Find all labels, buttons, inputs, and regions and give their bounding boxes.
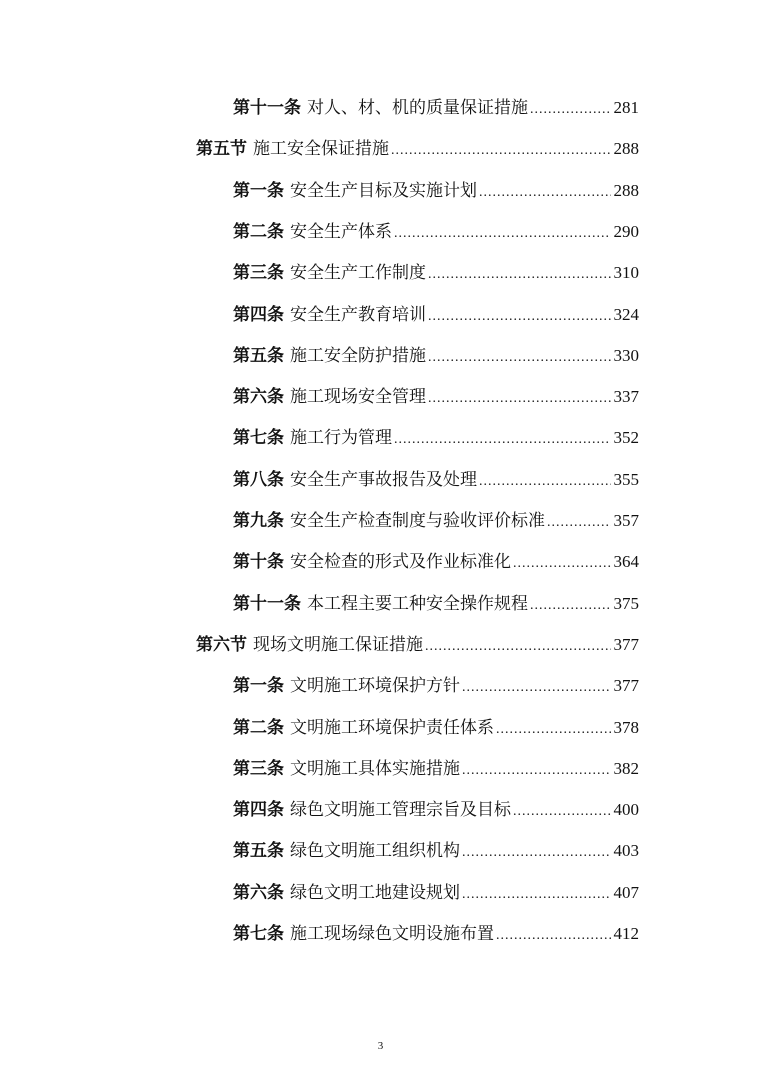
- toc-entry-title: 安全检查的形式及作业标准化: [290, 552, 511, 573]
- toc-entry-page: 357: [613, 511, 639, 530]
- toc-entry[interactable]: [233, 301, 639, 329]
- toc-entry[interactable]: [233, 590, 639, 618]
- toc-leader-dots: [462, 839, 611, 867]
- toc-entry-title: 安全生产体系: [290, 221, 392, 242]
- toc-leader-dots: [394, 220, 611, 248]
- toc-entry-page: 364: [613, 552, 639, 572]
- toc-entry-title: 绿色文明工地建设规划: [290, 882, 460, 903]
- toc-entry-page: 403: [613, 841, 639, 861]
- toc-entry-number: 第七条: [233, 924, 284, 944]
- toc-entry-title: 施工现场安全管理: [290, 387, 426, 408]
- toc-entry[interactable]: [233, 218, 639, 246]
- toc-leader-dots: [496, 922, 611, 950]
- toc-entry[interactable]: [233, 879, 639, 907]
- toc-leader-dots: [530, 592, 611, 620]
- toc-entry[interactable]: [233, 920, 639, 948]
- toc-entry-page: 382: [613, 758, 639, 778]
- toc-entry-title: 安全生产事故报告及处理: [290, 469, 477, 490]
- toc-entry-number: 第六条: [233, 882, 284, 903]
- toc-entry-title: 绿色文明施工管理宗旨及目标: [290, 800, 511, 821]
- toc-entry[interactable]: [233, 548, 639, 576]
- toc-entry-number: 第二条: [233, 221, 284, 242]
- toc-entry-page: 288: [613, 180, 639, 200]
- toc-entry-number: 第五条: [233, 345, 284, 366]
- toc-entry[interactable]: [233, 383, 639, 411]
- toc-entry[interactable]: [233, 177, 639, 205]
- toc-entry-page: 288: [613, 139, 639, 159]
- toc-entry-title: 绿色文明施工组织机构: [290, 841, 460, 862]
- toc-entry[interactable]: [233, 259, 639, 287]
- toc-entry-page: 375: [613, 593, 639, 613]
- toc-entry-number: 第四条: [233, 304, 284, 325]
- toc-entry-number: 第一条: [233, 676, 284, 697]
- toc-entry-title: 施工安全防护措施: [290, 345, 426, 366]
- page-number: 3: [377, 1040, 384, 1052]
- toc-entry-number: 第六节: [196, 634, 247, 655]
- toc-leader-dots: [428, 261, 611, 289]
- toc-entry-number: 第七条: [233, 428, 284, 449]
- toc-entry-page: 352: [613, 428, 639, 448]
- toc-entry-number: 第九条: [233, 511, 284, 531]
- toc-entry-number: 第三条: [233, 758, 284, 779]
- toc-entry-page: 324: [613, 304, 639, 324]
- toc-entry-page: 337: [613, 387, 639, 407]
- toc-entry-page: 412: [613, 924, 639, 943]
- toc-entry-title: 本工程主要工种安全操作规程: [307, 593, 528, 614]
- toc-leader-dots: [425, 633, 611, 661]
- toc-entry[interactable]: [233, 796, 639, 824]
- toc-entry-page: 281: [613, 98, 639, 117]
- toc-entry-page: 310: [613, 263, 639, 283]
- toc-entry-number: 第四条: [233, 800, 284, 821]
- toc-entry-page: 355: [613, 469, 639, 489]
- toc-entry-number: 第十条: [233, 552, 284, 573]
- toc-entry[interactable]: [233, 672, 639, 700]
- toc-leader-dots: [462, 674, 611, 702]
- toc-leader-dots: [513, 550, 611, 578]
- toc-entry-number: 第十一条: [233, 98, 301, 118]
- toc-entry[interactable]: [196, 135, 639, 163]
- toc-entry-title: 现场文明施工保证措施: [253, 634, 423, 655]
- toc-entry[interactable]: [233, 755, 639, 783]
- toc-leader-dots: [394, 426, 611, 454]
- toc-entry[interactable]: [233, 714, 639, 742]
- toc-entry[interactable]: [196, 631, 639, 659]
- toc-entry-title: 安全生产目标及实施计划: [290, 180, 477, 201]
- toc-leader-dots: [479, 179, 611, 207]
- toc-entry[interactable]: [233, 507, 639, 535]
- toc-entry-number: 第一条: [233, 180, 284, 201]
- toc-entry-number: 第六条: [233, 387, 284, 408]
- toc-entry-page: 330: [613, 345, 639, 365]
- toc-entry-title: 安全生产教育培训: [290, 304, 426, 325]
- toc-entry-number: 第八条: [233, 469, 284, 490]
- toc-entry-page: 378: [613, 717, 639, 737]
- toc-leader-dots: [428, 303, 611, 331]
- toc-entry-title: 对人、材、机的质量保证措施: [307, 98, 528, 118]
- toc-entry[interactable]: [233, 94, 639, 122]
- toc-leader-dots: [462, 757, 611, 785]
- toc-entry-page: 377: [613, 676, 639, 696]
- toc-entry[interactable]: [233, 424, 639, 452]
- toc-leader-dots: [513, 798, 611, 826]
- toc-entry[interactable]: [233, 466, 639, 494]
- toc-entry-title: 施工现场绿色文明设施布置: [290, 924, 494, 944]
- toc-entry-title: 施工行为管理: [290, 428, 392, 449]
- toc-entry-page: 400: [613, 800, 639, 820]
- toc-leader-dots: [530, 96, 611, 124]
- toc-entry-number: 第五条: [233, 841, 284, 862]
- toc-entry-title: 文明施工具体实施措施: [290, 758, 460, 779]
- toc-leader-dots: [547, 509, 611, 537]
- toc-entry[interactable]: [233, 837, 639, 865]
- toc-entry-page: 290: [613, 221, 639, 241]
- toc-entry-number: 第三条: [233, 263, 284, 284]
- toc-entry-title: 安全生产工作制度: [290, 263, 426, 284]
- toc-entry-number: 第五节: [196, 139, 247, 160]
- toc-entry-title: 安全生产检查制度与验收评价标准: [290, 511, 545, 531]
- toc-leader-dots: [428, 385, 611, 413]
- toc-leader-dots: [496, 716, 611, 744]
- toc-entry-number: 第二条: [233, 717, 284, 738]
- toc-leader-dots: [462, 881, 611, 909]
- toc-entry-number: 第十一条: [233, 593, 301, 614]
- toc-entry-title: 文明施工环境保护责任体系: [290, 717, 494, 738]
- toc-leader-dots: [391, 137, 611, 165]
- toc-entry-title: 施工安全保证措施: [253, 139, 389, 160]
- toc-entry-page: 407: [613, 882, 639, 902]
- toc-entry-page: 377: [613, 634, 639, 654]
- toc-leader-dots: [428, 344, 611, 372]
- toc-entry-title: 文明施工环境保护方针: [290, 676, 460, 697]
- toc-leader-dots: [479, 468, 611, 496]
- toc-entry[interactable]: [233, 342, 639, 370]
